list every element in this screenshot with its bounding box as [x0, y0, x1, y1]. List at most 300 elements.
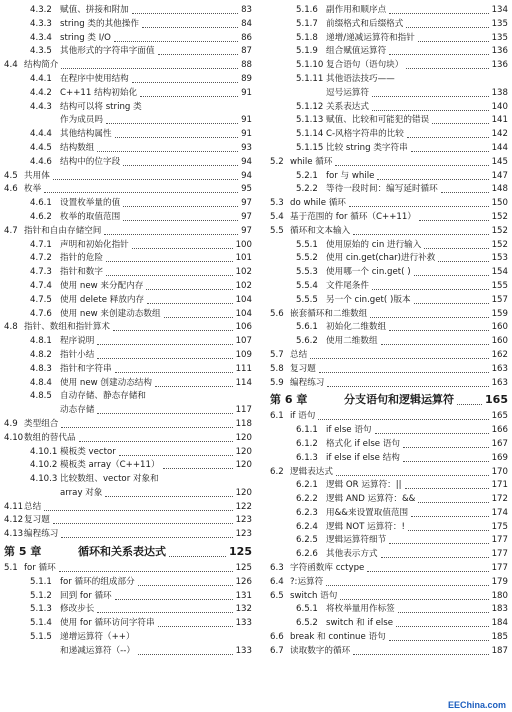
toc-dot-leader — [403, 447, 489, 448]
toc-dot-leader — [97, 151, 238, 152]
toc-entry — [2, 266, 252, 280]
toc-title: 结构数组 — [60, 142, 95, 156]
toc-title: 结构中的位字段 — [60, 156, 121, 170]
toc-section-number: 4.7.1 — [30, 239, 52, 250]
toc-dot-leader — [414, 303, 489, 304]
toc-title: for 与 while — [326, 170, 375, 184]
toc-dot-leader — [97, 344, 233, 345]
toc-page-number: 148 — [491, 183, 508, 197]
toc-title: 使用 for 循环访问字符串 — [60, 617, 156, 631]
toc-title: switch 语句 — [290, 590, 338, 604]
toc-section-number: 4.12 — [4, 515, 24, 526]
toc-section-number: 5.5.1 — [296, 239, 318, 250]
toc-title: 逻辑 AND 运算符：&& — [326, 493, 416, 507]
toc-page-number: 167 — [491, 438, 508, 452]
toc-entry — [2, 308, 252, 322]
toc-page-number: 177 — [491, 562, 508, 576]
toc-title: 作为成员吗 — [60, 114, 104, 128]
toc-title: C++11 结构初始化 — [60, 87, 138, 101]
toc-section-number: 5.1.15 — [296, 142, 324, 153]
toc-title: 类型组合 — [24, 418, 59, 432]
toc-section-number: 4.10.3 — [30, 474, 58, 485]
toc-title: 其他语法技巧—— — [326, 73, 396, 87]
toc-entry — [2, 128, 252, 142]
toc-title: 读取数字的循环 — [290, 645, 351, 659]
toc-section-number: 6.2.1 — [296, 480, 318, 491]
toc-title: 设置枚举量的值 — [60, 197, 121, 211]
toc-section-number: 4.10.2 — [30, 460, 58, 471]
toc-section-number: 4.4.3 — [30, 101, 52, 112]
toc-section-number: 6.2 — [270, 466, 284, 477]
toc-title: 比较数组、vector 对象和 — [60, 473, 160, 487]
toc-title: 逻辑运算符细节 — [326, 534, 387, 548]
toc-dot-leader — [53, 523, 233, 524]
toc-section-number: 5.1.4 — [30, 618, 52, 629]
toc-title: 分支语句和逻辑运算符 — [344, 390, 455, 410]
toc-entry — [268, 183, 508, 197]
toc-dot-leader — [389, 54, 489, 55]
toc-page-number: 101 — [235, 252, 252, 266]
toc-title: 总结 — [290, 349, 308, 363]
toc-section-number: 5.7 — [270, 349, 284, 360]
toc-title: 逻辑表达式 — [290, 466, 334, 480]
toc-entry — [2, 446, 252, 460]
toc-page-number: 102 — [235, 266, 252, 280]
toc-entry — [2, 252, 252, 266]
toc-title: 使用 new 创建动态结构 — [60, 377, 153, 391]
toc-section-number: 4.4.6 — [30, 156, 52, 167]
toc-page-number: 142 — [491, 128, 508, 142]
toc-section-number: 6.1.1 — [296, 425, 318, 436]
toc-title: 枚举的取值范围 — [60, 211, 121, 225]
toc-dot-leader — [44, 510, 233, 511]
toc-dot-leader — [79, 441, 233, 442]
toc-title: 关系表达式 — [326, 101, 370, 115]
toc-title: 副作用和顺序点 — [326, 4, 387, 18]
toc-dot-leader — [438, 261, 489, 262]
toc-dot-leader — [123, 206, 238, 207]
toc-section-number: 4.8.4 — [30, 377, 52, 388]
toc-page-number: 163 — [491, 377, 508, 391]
toc-section-number: 4.3.3 — [30, 18, 52, 29]
toc-dot-leader — [169, 556, 226, 557]
toc-title: 使用 new 来创建动态数组 — [60, 308, 162, 322]
toc-section-number: 5.5.3 — [296, 267, 318, 278]
toc-section-number: 5.4 — [270, 211, 284, 222]
toc-chapter-heading — [2, 542, 252, 562]
toc-title: 共用体 — [24, 170, 51, 184]
toc-dot-leader — [105, 496, 233, 497]
toc-page-number: 160 — [491, 335, 508, 349]
toc-title: string 类 I/O — [60, 32, 112, 46]
toc-section-number: 4.10.1 — [30, 446, 58, 457]
toc-dot-leader — [123, 165, 238, 166]
toc-entry — [2, 603, 252, 617]
toc-page-number: 152 — [491, 239, 508, 253]
toc-entry — [2, 459, 252, 473]
toc-section-number: 5.1.13 — [296, 115, 324, 126]
toc-entry — [2, 18, 252, 32]
toc-page-number: 162 — [491, 349, 508, 363]
toc-dot-leader — [113, 330, 233, 331]
toc-dot-leader — [115, 372, 233, 373]
toc-page-number: 123 — [235, 528, 252, 542]
toc-dot-leader — [138, 585, 233, 586]
toc-title: 总结 — [24, 501, 42, 515]
toc-page-number: 120 — [235, 446, 252, 460]
toc-entry — [268, 507, 508, 521]
toc-title: 使用原始的 cin 进行输入 — [326, 239, 422, 253]
toc-section-number: 4.10 — [4, 432, 24, 443]
toc-dot-leader — [407, 137, 489, 138]
toc-title: C-风格字符串的比较 — [326, 128, 405, 142]
toc-title: 其他表示方式 — [326, 548, 379, 562]
toc-section-number: 5.2.2 — [296, 184, 318, 195]
toc-dot-leader — [405, 488, 489, 489]
toc-entry — [268, 294, 508, 308]
toc-entry — [268, 18, 508, 32]
toc-dot-leader — [411, 516, 489, 517]
toc-entry — [268, 197, 508, 211]
toc-section-number: 4.7.2 — [30, 253, 52, 264]
toc-dot-leader — [406, 68, 489, 69]
toc-title: 将枚举量用作标签 — [326, 603, 396, 617]
toc-section-number: 5.1.3 — [30, 604, 52, 615]
toc-page-number: 187 — [491, 645, 508, 659]
toc-section-number: 4.11 — [4, 501, 24, 512]
toc-page-number: 89 — [240, 73, 252, 87]
toc-title: 递增运算符（++） — [60, 631, 136, 645]
toc-dot-leader — [372, 110, 489, 111]
toc-dot-leader — [353, 654, 489, 655]
toc-entry — [268, 335, 508, 349]
toc-section-number: 4.4.4 — [30, 129, 52, 140]
toc-entry — [2, 576, 252, 590]
toc-section-number: 4.8 — [4, 322, 18, 333]
toc-dot-leader — [61, 427, 233, 428]
toc-entry — [2, 432, 252, 446]
toc-title: 编程练习 — [290, 377, 325, 391]
toc-page-number: 107 — [235, 335, 252, 349]
toc-title: for 循环的组成部分 — [60, 576, 136, 590]
toc-entry — [2, 321, 252, 335]
toc-entry — [2, 617, 252, 631]
toc-section-number: 5.1.10 — [296, 60, 324, 71]
toc-title: 基于范围的 for 循环（C++11） — [290, 211, 417, 225]
toc-dot-leader — [44, 192, 238, 193]
toc-dot-leader — [432, 123, 489, 124]
toc-dot-leader — [418, 502, 489, 503]
toc-section-number: 5.6.1 — [296, 322, 318, 333]
toc-section-number: 4.7.4 — [30, 280, 52, 291]
toc-entry — [268, 170, 508, 184]
toc-entry — [268, 363, 508, 377]
toc-title: 结构简介 — [24, 59, 59, 73]
toc-title: 逻辑 NOT 运算符：! — [326, 521, 406, 535]
toc-page-number: 114 — [235, 377, 252, 391]
toc-page-number: 157 — [491, 294, 508, 308]
toc-title: 复习题 — [290, 363, 317, 377]
toc-page-number: 140 — [491, 101, 508, 115]
toc-page-number: 166 — [491, 424, 508, 438]
toc-section-number: 4.5 — [4, 170, 18, 181]
toc-section-number: 6.2.2 — [296, 494, 318, 505]
toc-title: 用&&来设置取值范围 — [326, 507, 409, 521]
toc-title: 指针和自由存储空间 — [24, 225, 102, 239]
toc-dot-leader — [115, 137, 238, 138]
toc-title: 在程序中使用结构 — [60, 73, 130, 87]
toc-section-number: 第 6 章 — [270, 393, 308, 407]
toc-section-number: 5.1.12 — [296, 101, 324, 112]
toc-page-number: 117 — [235, 404, 252, 418]
toc-entry — [268, 617, 508, 631]
toc-entry — [2, 404, 252, 418]
toc-entry — [268, 521, 508, 535]
toc-entry — [268, 466, 508, 480]
toc-section-number: 5.1.2 — [30, 590, 52, 601]
toc-section-number: 4.6.2 — [30, 211, 52, 222]
toc-entry — [2, 377, 252, 391]
toc-dot-leader — [326, 585, 489, 586]
toc-page-number: 123 — [235, 514, 252, 528]
toc-dot-leader — [142, 27, 238, 28]
toc-page-number: 155 — [491, 280, 508, 294]
toc-page-number: 144 — [491, 142, 508, 156]
toc-dot-leader — [389, 640, 489, 641]
toc-dot-leader — [132, 82, 238, 83]
toc-page-number: 135 — [491, 18, 508, 32]
toc-title: 比较 string 类字符串 — [326, 142, 409, 156]
toc-dot-leader — [408, 530, 489, 531]
toc-entry — [268, 321, 508, 335]
toc-title: 使用 cin.get(char)进行补救 — [326, 252, 436, 266]
toc-page-number: 145 — [491, 156, 508, 170]
toc-title: switch 和 if else — [326, 617, 394, 631]
toc-page-number: 138 — [491, 87, 508, 101]
toc-page-number: 172 — [491, 493, 508, 507]
toc-page-number: 122 — [235, 501, 252, 515]
toc-dot-leader — [389, 330, 489, 331]
toc-page-number: 87 — [240, 45, 252, 59]
toc-page-number: 95 — [240, 183, 252, 197]
toc-dot-leader — [97, 612, 233, 613]
toc-page-number: 97 — [240, 211, 252, 225]
toc-page-number: 159 — [491, 308, 508, 322]
toc-dot-leader — [97, 413, 233, 414]
toc-page-number: 109 — [235, 349, 252, 363]
toc-entry — [268, 45, 508, 59]
toc-entry — [2, 114, 252, 128]
toc-dot-leader — [441, 192, 489, 193]
toc-title: 使用 delete 释放内存 — [60, 294, 145, 308]
toc-title: 前缀格式和后缀格式 — [326, 18, 404, 32]
toc-page-number: 102 — [235, 280, 252, 294]
toc-dot-leader — [381, 557, 489, 558]
toc-page-number: 180 — [491, 590, 508, 604]
toc-title: 循环和文本输入 — [290, 225, 351, 239]
toc-section-number: 6.5 — [270, 590, 284, 601]
toc-page-number: 170 — [491, 466, 508, 480]
toc-page-number: 131 — [235, 590, 252, 604]
toc-title: 格式化 if else 语句 — [326, 438, 401, 452]
toc-page-number: 185 — [491, 631, 508, 645]
toc-title: 复习题 — [24, 514, 51, 528]
toc-entry — [268, 156, 508, 170]
toc-entry — [2, 170, 252, 184]
toc-section-number: 5.5.2 — [296, 253, 318, 264]
toc-section-number: 4.7.6 — [30, 308, 52, 319]
toc-page-number: 93 — [240, 142, 252, 156]
toc-page-number: 118 — [235, 418, 252, 432]
toc-entry — [2, 528, 252, 542]
toc-page-number: 174 — [491, 507, 508, 521]
toc-page-number: 111 — [235, 363, 252, 377]
toc-page-number: 160 — [491, 321, 508, 335]
toc-dot-leader — [114, 41, 238, 42]
toc-entry — [2, 197, 252, 211]
toc-section-number: 4.9 — [4, 418, 18, 429]
toc-section-number: 5.5.5 — [296, 294, 318, 305]
toc-title: 程序说明 — [60, 335, 95, 349]
toc-page-number: 120 — [235, 459, 252, 473]
toc-entry — [2, 280, 252, 294]
toc-title: 编程练习 — [24, 528, 59, 542]
toc-section-number: 4.3.2 — [30, 5, 52, 15]
toc-section-number: 4.8.2 — [30, 349, 52, 360]
toc-section-number: 4.4.5 — [30, 142, 52, 153]
toc-title: 指针、数组和指针算术 — [24, 321, 111, 335]
toc-title: 指针小结 — [60, 349, 95, 363]
toc-page-number: 125 — [228, 542, 252, 562]
toc-dot-leader — [146, 289, 233, 290]
toc-section-number: 6.2.3 — [296, 507, 318, 518]
toc-entry — [2, 418, 252, 432]
toc-page-number: 136 — [491, 45, 508, 59]
toc-page-number: 104 — [235, 294, 252, 308]
toc-entry — [2, 390, 252, 404]
toc-dot-leader — [389, 13, 489, 14]
toc-title: 动态存储 — [60, 404, 95, 418]
toc-entry — [2, 590, 252, 604]
toc-page-number: 133 — [235, 645, 252, 659]
toc-page-number: 83 — [240, 4, 252, 18]
toc-page-number: 153 — [491, 252, 508, 266]
toc-page-number: 88 — [240, 59, 252, 73]
toc-section-number: 5.5.4 — [296, 280, 318, 291]
toc-entry — [268, 534, 508, 548]
toc-entry — [268, 452, 508, 466]
toc-title: 赋值、比较和可能犯的错误 — [326, 114, 430, 128]
toc-title: 其他形式的字符串字面值 — [60, 45, 156, 59]
toc-entry — [268, 631, 508, 645]
toc-section-number: 6.1 — [270, 411, 284, 422]
toc-entry — [268, 252, 508, 266]
toc-dot-leader — [106, 123, 238, 124]
toc-dot-leader — [123, 220, 238, 221]
toc-entry — [268, 576, 508, 590]
toc-page-number: 84 — [240, 18, 252, 32]
toc-entry — [2, 45, 252, 59]
toc-entry — [268, 603, 508, 617]
toc-dot-leader — [53, 179, 238, 180]
toc-entry — [2, 32, 252, 46]
toc-title: 指针的危险 — [60, 252, 104, 266]
toc-section-number: 6.1.2 — [296, 438, 318, 449]
toc-section-number: 4.4 — [4, 60, 18, 71]
toc-page-number: 183 — [491, 603, 508, 617]
toc-title: 模板类 array（C++11） — [60, 459, 161, 473]
toc-entry — [2, 631, 252, 645]
toc-dot-leader — [375, 433, 489, 434]
toc-section-number: 6.5.2 — [296, 618, 318, 629]
toc-entry — [268, 424, 508, 438]
toc-section-number: 5.2 — [270, 156, 284, 167]
toc-page-number: 86 — [240, 32, 252, 46]
toc-section-number: 第 5 章 — [4, 545, 42, 559]
toc-section-number: 6.2.4 — [296, 521, 318, 532]
toc-entry — [2, 645, 252, 659]
toc-entry — [268, 266, 508, 280]
toc-dot-leader — [340, 599, 489, 600]
toc-page-number: 120 — [235, 432, 252, 446]
toc-title: 字符函数库 cctype — [290, 562, 365, 576]
toc-dot-leader — [164, 317, 233, 318]
toc-section-number: 4.6 — [4, 184, 18, 195]
toc-section-number: 5.1.1 — [30, 576, 52, 587]
toc-title: 文件尾条件 — [326, 280, 370, 294]
toc-page-number: 94 — [240, 170, 252, 184]
toc-dot-leader — [403, 461, 489, 462]
toc-page-number: 104 — [235, 308, 252, 322]
toc-dot-leader — [396, 626, 489, 627]
watermark-text: EEChina.com — [447, 700, 506, 710]
toc-entry — [2, 473, 252, 487]
toc-title: 数组的替代品 — [24, 432, 77, 446]
toc-dot-leader — [59, 571, 233, 572]
toc-title: break 和 continue 语句 — [290, 631, 387, 645]
toc-entry — [268, 645, 508, 659]
toc-chapter-heading — [268, 390, 508, 410]
toc-title: 修改步长 — [60, 603, 95, 617]
toc-page-number: 97 — [240, 225, 252, 239]
toc-entry — [2, 487, 252, 501]
toc-entry — [268, 142, 508, 156]
toc-page-number: 171 — [491, 479, 508, 493]
toc-dot-leader — [115, 599, 233, 600]
toc-entry — [268, 4, 508, 18]
toc-title: 其他结构属性 — [60, 128, 113, 142]
toc-section-number: 5.1.8 — [296, 32, 318, 43]
toc-section-number: 5.9 — [270, 377, 284, 388]
toc-section-number: 5.1.14 — [296, 129, 324, 140]
toc-section-number: 6.1.3 — [296, 452, 318, 463]
toc-dot-leader — [158, 626, 233, 627]
toc-dot-leader — [61, 537, 233, 538]
toc-dot-leader — [335, 165, 489, 166]
toc-entry — [268, 438, 508, 452]
toc-title: 另一个 cin.get( )版本 — [326, 294, 412, 308]
toc-section-number: 4.13 — [4, 529, 24, 540]
toc-entry — [268, 479, 508, 493]
toc-entry — [2, 4, 252, 18]
toc-title: 逗号运算符 — [326, 87, 370, 101]
toc-title: 递增/递减运算符和指针 — [326, 32, 416, 46]
toc-section-number: 5.8 — [270, 363, 284, 374]
toc-dot-leader — [398, 612, 489, 613]
toc-dot-leader — [163, 468, 233, 469]
toc-entry — [268, 493, 508, 507]
toc-page-number: 165 — [491, 410, 508, 424]
